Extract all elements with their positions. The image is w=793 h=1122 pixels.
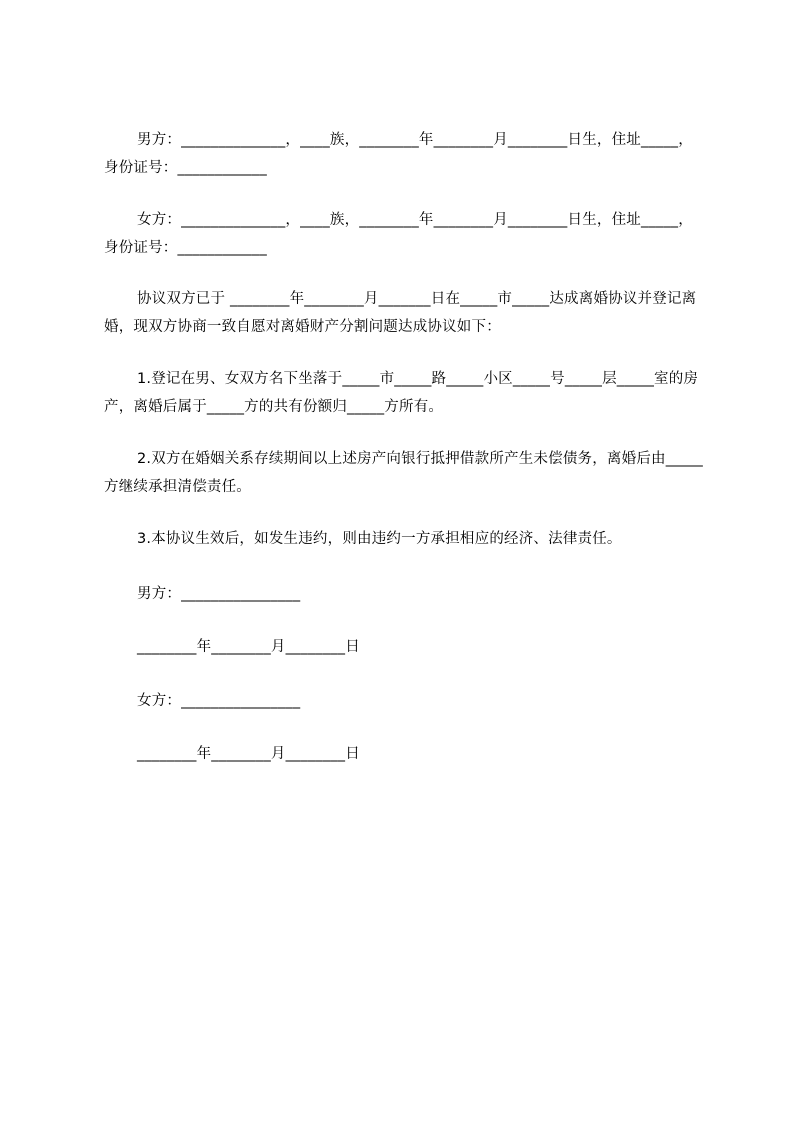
male-info-paragraph: 男方：______________，____族，________年________月________日生，住址_____，身份证号：____________ [104,132,693,176]
clause-1-paragraph: 1.登记在男、女双方名下坐落于_____市_____路_____小区_____号_____层_____室的房产，离婚后属于_____方的共有份额归_____方所有。 [104,371,699,415]
male-date-line: ________年________月________日 [137,639,360,655]
agreement-intro-paragraph: 协议双方已于 ________年________月_______日在_____市_____达成离婚协议并登记离婚，现双方协商一致自愿对离婚财产分割问题达成协议如下： [104,291,697,335]
female-date-line: ________年________月________日 [137,746,360,762]
female-signature-line: 女方：________________ [137,693,301,709]
clause-2-paragraph: 2.双方在婚姻关系存续期间以上述房产向银行抵押借款所产生未偿债务，离婚后由_____方继续承担清偿责任。 [104,451,703,495]
clause-3-paragraph: 3.本协议生效后，如发生违约，则由违约一方承担相应的经济、法律责任。 [137,531,622,547]
male-signature-line: 男方：________________ [137,586,301,602]
female-info-paragraph: 女方：______________，____族，________年________月________日生，住址_____，身份证号：____________ [104,212,693,256]
